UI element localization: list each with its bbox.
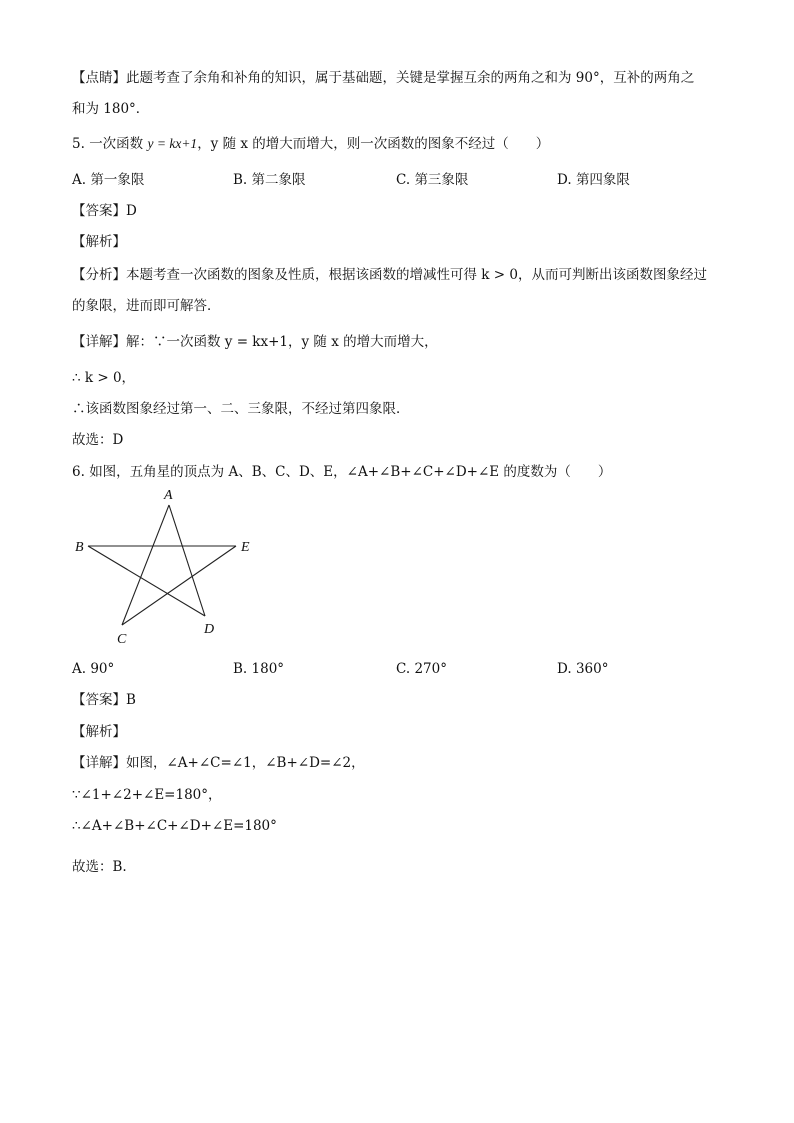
- q5-answer-value: D: [126, 203, 137, 219]
- q5-step-2: ∴该函数图象经过第一、二、三象限，不经过第四象限．: [72, 401, 410, 417]
- q6-answer-tag: 【答案】: [72, 692, 126, 708]
- vertex-label-d: D: [204, 622, 215, 637]
- q5-stem: [72, 134, 549, 154]
- q6-stem: [72, 462, 611, 482]
- q5-fenxi-line-2: 的象限，进而即可解答．: [72, 298, 221, 314]
- q5-step-1: ∴ k > 0，: [72, 370, 136, 386]
- q5-answer: [72, 201, 137, 221]
- q6-option-c: C. 270°: [396, 661, 447, 677]
- q5-fenxi-tag: 【分析】: [72, 267, 126, 283]
- q6-step-1: ∵∠1+∠2+∠E=180°，: [72, 787, 222, 803]
- vertex-label-b: B: [75, 540, 84, 555]
- q5-jiexi-tag: 【解析】: [72, 234, 126, 250]
- remark-line-1: [72, 68, 694, 88]
- q6-text: 如图，五角星的顶点为 A、B、C、D、E，∠A+∠B+∠C+∠D+∠E 的度数为（ ）: [89, 464, 612, 480]
- remark-text-1: 此题考查了余角和补角的知识，属于基础题，关键是掌握互余的两角之和为 90°，互补的两角之: [126, 70, 695, 86]
- q6-xiangjie-text: 如图，∠A+∠C=∠1，∠B+∠D=∠2，: [126, 755, 365, 771]
- q6-xiangjie: [72, 753, 365, 773]
- q5-xiangjie-tag: 【详解】: [72, 334, 126, 350]
- remark-line-2: 和为 180°．: [72, 101, 150, 117]
- q5-fenxi-line-1: [72, 265, 707, 285]
- star-edge-b-d: [88, 546, 205, 616]
- q6-option-a: A. 90°: [72, 661, 115, 677]
- remark-tag: 【点睛】: [72, 70, 126, 86]
- q5-option-b: B. 第二象限: [233, 172, 306, 188]
- star-edge-a-c: [122, 505, 169, 625]
- q6-answer: [72, 690, 136, 710]
- q6-step-2: ∴∠A+∠B+∠C+∠D+∠E=180°: [72, 818, 277, 834]
- q6-choose: 故选：B.: [72, 859, 127, 875]
- q5-option-d: D. 第四象限: [557, 172, 630, 188]
- q5-option-c: C. 第三象限: [396, 172, 469, 188]
- star-figure: [70, 485, 270, 650]
- q5-expression: y = kx+1: [147, 136, 198, 151]
- q5-number: 5.: [72, 136, 85, 152]
- q5-text-a: 一次函数: [89, 136, 144, 152]
- q5-xiangjie: [72, 332, 438, 352]
- q5-choose: 故选：D: [72, 432, 124, 448]
- q5-option-a: A. 第一象限: [72, 172, 145, 188]
- q5-fenxi-text-1: 本题考查一次函数的图象及性质，根据该函数的增减性可得 k > 0，从而可判断出该函数图象经过: [126, 267, 707, 283]
- star-edge-c-e: [122, 546, 236, 625]
- q6-option-d: D. 360°: [557, 661, 609, 677]
- star-edge-d-a: [169, 505, 205, 616]
- q5-text-b: ，y 随 x 的增大而增大，则一次函数的图象不经过（ ）: [197, 136, 550, 152]
- q6-option-b: B. 180°: [233, 661, 285, 677]
- vertex-label-e: E: [241, 540, 250, 555]
- q5-xiangjie-text: 解：∵一次函数 y = kx+1，y 随 x 的增大而增大，: [126, 334, 438, 350]
- q6-xiangjie-tag: 【详解】: [72, 755, 126, 771]
- q6-answer-value: B: [126, 692, 136, 708]
- q5-answer-tag: 【答案】: [72, 203, 126, 219]
- vertex-label-c: C: [117, 632, 127, 647]
- q6-number: 6.: [72, 464, 85, 480]
- vertex-label-a: A: [164, 488, 173, 503]
- q6-jiexi-tag: 【解析】: [72, 724, 126, 740]
